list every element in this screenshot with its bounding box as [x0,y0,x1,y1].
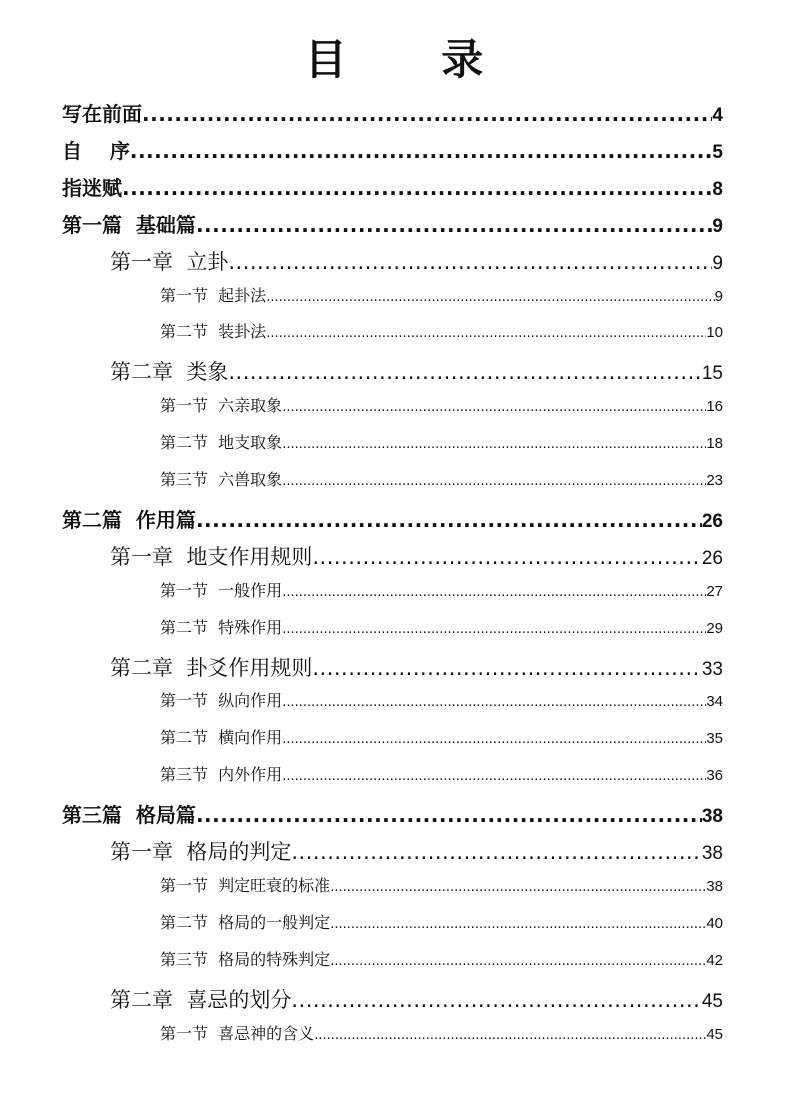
toc-dot-leader [266,290,714,305]
toc-entry-level-3[interactable] [160,947,723,970]
toc-dot-leader [291,840,702,864]
toc-page-number: 10 [706,324,723,342]
toc-entry-level-3[interactable] [160,319,723,342]
toc-page-number: 9 [714,287,723,305]
toc-dot-leader [291,988,702,1012]
toc-page-number: 38 [701,843,723,864]
toc-entry-level-1[interactable] [62,135,723,164]
toc-page-number: 33 [701,658,723,680]
toc-entry-level-2[interactable] [110,836,723,866]
toc-dot-leader [282,437,706,452]
toc-entry-level-3[interactable] [160,762,723,785]
toc-entry-level-3[interactable] [160,688,723,711]
toc-entry-level-3[interactable] [160,910,723,933]
toc-entry-level-3[interactable] [160,615,723,638]
toc-entry-level-3[interactable] [160,393,723,416]
toc-page-number: 36 [706,767,723,785]
toc-page-number: 45 [701,990,723,1012]
toc-entry-level-1[interactable] [62,799,723,828]
toc-page-number: 9 [712,252,723,274]
toc-entry-level-3[interactable] [160,873,723,896]
toc-entry-label: 第一节 喜忌神的含义 [160,1023,315,1043]
toc-entry-label: 第一节 起卦法 [160,285,267,305]
toc-entry-label: 第二章 卦爻作用规则 [110,655,313,680]
toc-entry-label: 第二章 类象 [110,360,229,385]
toc-dot-leader [282,474,706,489]
toc-dot-leader [282,622,706,637]
toc-dot-leader [312,656,702,680]
toc-entry-label: 写在前面 [62,102,142,126]
toc-entry-label: 第二篇 作用篇 [62,507,196,532]
toc-entry-label: 第二节 特殊作用 [160,617,283,637]
toc-page-number: 35 [706,730,723,748]
toc-entry-label: 第一节 纵向作用 [160,691,283,711]
toc-entry-level-2[interactable] [110,541,723,571]
toc-dot-leader [282,695,706,710]
toc-dot-leader [196,803,702,827]
toc-entry-label: 第三篇 格局篇 [62,803,196,828]
toc-dot-leader [142,102,712,126]
toc-entry-label: 第三节 内外作用 [160,765,283,785]
toc-dot-leader [282,732,706,747]
toc-dot-leader [130,139,713,163]
toc-entry-label: 第一篇 基础篇 [62,212,196,237]
toc-entry-label: 第二节 地支取象 [160,433,283,453]
toc-entry-label: 第三节 六兽取象 [160,470,283,489]
toc-entry-label: 第一章 地支作用规则 [110,544,313,569]
toc-page-number: 8 [712,178,723,200]
toc-dot-leader [282,769,706,784]
toc-page-number: 16 [706,398,723,416]
toc-dot-leader [122,176,712,200]
toc-dot-leader [330,954,706,969]
toc-entry-level-1[interactable] [62,209,723,238]
toc-page-number: 26 [701,510,723,532]
toc-entry-level-3[interactable] [160,725,723,748]
toc-page-number: 4 [712,105,723,126]
toc-dot-leader [196,213,712,237]
toc-entry-label: 第三节 格局的特殊判定 [160,949,331,969]
page-title: 目 录 [304,35,524,84]
toc-page-number: 15 [701,363,723,385]
toc-entry-level-2[interactable] [110,356,723,386]
toc-dot-leader [314,1028,706,1043]
toc-entry-level-3[interactable] [160,467,723,490]
toc-page-number: 9 [712,215,723,237]
toc-entry-label: 第一节 一般作用 [160,580,283,600]
toc-entry-label: 第二节 装卦法 [160,322,267,342]
toc-entry-label: 第一章 格局的判定 [110,840,292,864]
toc-page-number: 29 [706,619,723,637]
toc-page-number: 38 [706,877,723,895]
toc-page-number: 42 [706,951,723,969]
toc-entry-level-3[interactable] [160,283,723,306]
toc-dot-leader [312,545,702,569]
toc-page-number: 23 [706,472,723,489]
toc-page-number: 40 [706,914,723,932]
toc-page-number: 45 [706,1025,723,1043]
toc-dot-leader [266,326,706,341]
toc-dot-leader [282,400,706,415]
toc-entry-level-1[interactable] [62,504,723,533]
toc-entry-label: 第二章 喜忌的划分 [110,987,292,1012]
toc-entry-level-2[interactable] [110,246,723,276]
toc-entry-level-2[interactable] [110,652,723,682]
toc-dot-leader [196,508,702,532]
toc-entry-level-1[interactable] [62,172,723,201]
toc-entry-level-3[interactable] [160,430,723,453]
toc-dot-leader [330,917,706,932]
toc-dot-leader [228,360,702,384]
toc-dot-leader [330,880,706,895]
toc-page-number: 38 [701,806,723,828]
toc-page-number: 27 [706,582,723,600]
toc-page-number: 34 [706,693,723,711]
toc-entry-level-3[interactable] [160,578,723,601]
toc-entry-label: 指迷赋 [62,175,122,200]
toc-entry-label: 第二节 横向作用 [160,728,283,748]
toc-page-number: 5 [712,141,723,163]
toc-entry-label: 第一章 立卦 [110,249,229,274]
toc-entry-label: 自 序 [62,138,130,163]
toc-dot-leader [228,250,712,274]
toc-entry-label: 第二节 格局的一般判定 [160,912,331,932]
toc-page-number: 26 [701,547,723,569]
toc-page-number: 18 [706,435,723,453]
toc-entry-label: 第一节 判定旺衰的标准 [160,875,331,895]
toc-entry-level-3[interactable] [160,1021,723,1044]
toc-entry-label: 第一节 六亲取象 [160,396,283,416]
toc-entry-level-1[interactable] [62,98,723,127]
toc-entry-level-2[interactable] [110,984,723,1014]
toc-dot-leader [282,585,706,600]
